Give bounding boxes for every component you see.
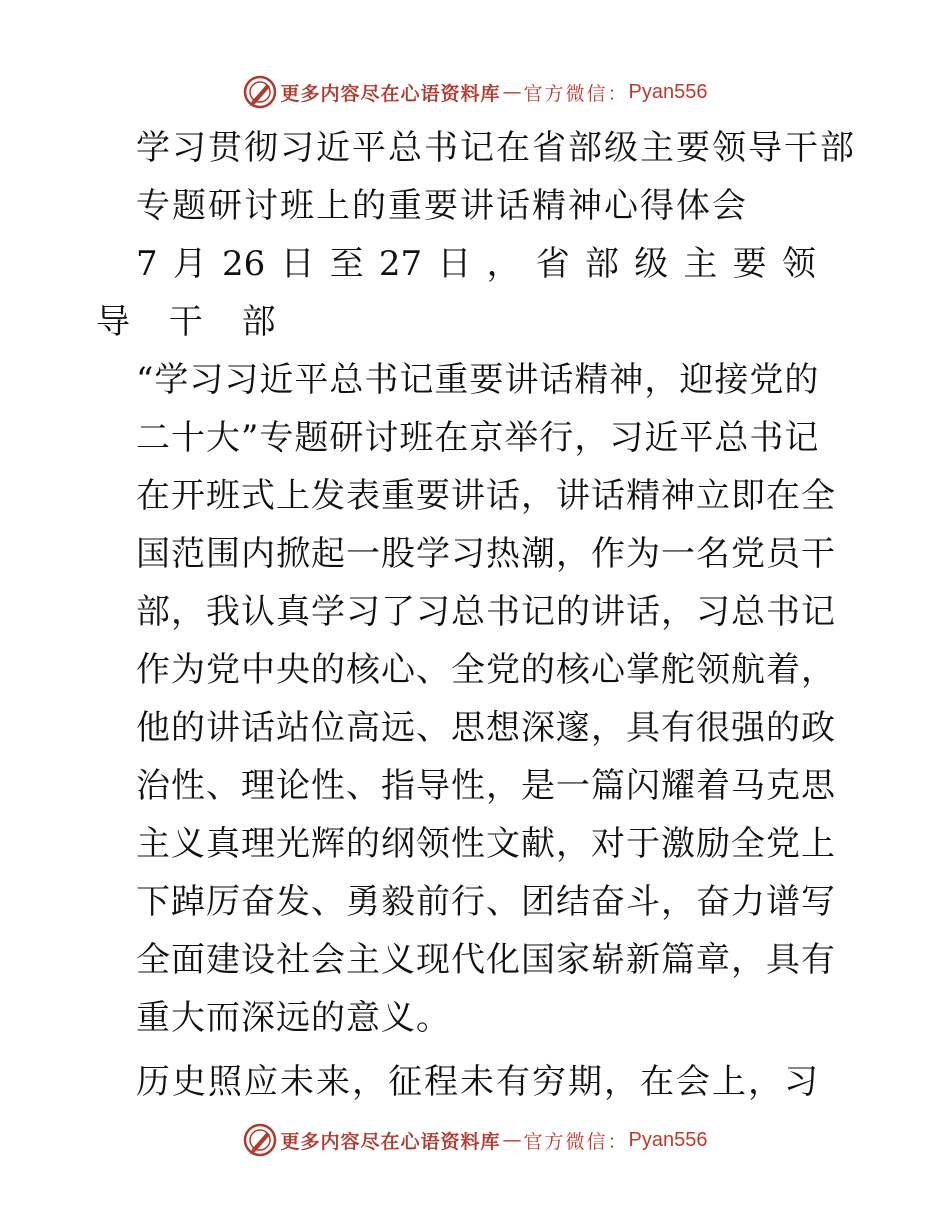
pen-logo-icon bbox=[243, 1123, 277, 1157]
header-watermark bbox=[0, 72, 950, 112]
date-char: 日 bbox=[280, 244, 315, 284]
watermark-brand: 更多内容尽在心语资料库 bbox=[280, 82, 501, 105]
paragraph-line: 在开班式上发表重要讲话，讲话精神立即在全 bbox=[136, 476, 836, 516]
watermark-brand: 更多内容尽在心语资料库 bbox=[280, 1130, 501, 1153]
watermark-official-label: 官方微信： bbox=[523, 1130, 629, 1153]
date-char: 省 bbox=[535, 244, 570, 284]
paragraph-line: 主义真理光辉的纲领性文献，对于激励全党上 bbox=[136, 824, 836, 864]
paragraph-line: 国范围内掀起一股学习热潮，作为一名党员干 bbox=[136, 534, 836, 574]
watermark-dash: — bbox=[502, 81, 522, 103]
watermark-dash: — bbox=[502, 1129, 522, 1151]
date-char: 主 bbox=[683, 244, 718, 284]
paragraph-line: 重大而深远的意义。 bbox=[136, 998, 451, 1038]
document-title-line-2: 专题研讨班上的重要讲话精神心得体会 bbox=[136, 186, 748, 226]
date-char: 级 bbox=[634, 244, 669, 284]
date-char: 7 bbox=[136, 244, 158, 284]
date-char: ， bbox=[486, 244, 521, 284]
paragraph-line: 全面建设社会主义现代化国家崭新篇章，具有 bbox=[136, 940, 836, 980]
date-char: 26 bbox=[222, 244, 266, 284]
watermark-wechat-id: Pyan556 bbox=[628, 1128, 708, 1151]
paragraph-line: 治性、理论性、指导性，是一篇闪耀着马克思 bbox=[136, 766, 836, 806]
next-paragraph-line: 历史照应未来，征程未有穷期，在会上，习 bbox=[136, 1062, 820, 1102]
date-char: 要 bbox=[732, 244, 767, 284]
watermark-official-label: 官方微信： bbox=[523, 82, 629, 105]
body-paragraph bbox=[136, 351, 836, 1047]
date-char: 部 bbox=[585, 244, 619, 284]
footer-watermark bbox=[0, 1120, 950, 1160]
paragraph-line: 二十大”专题研讨班在京举行，习近平总书记 bbox=[136, 418, 820, 458]
watermark-wechat-id: Pyan556 bbox=[628, 80, 708, 103]
document-title-line-1: 学习贯彻习近平总书记在省部级主要领导干部 bbox=[136, 128, 856, 168]
date-char: 领 bbox=[781, 244, 816, 284]
paragraph-line: 作为党中央的核心、全党的核心掌舵领航着， bbox=[136, 650, 836, 690]
lead-line: 导 干 部 bbox=[96, 302, 290, 342]
pen-logo-icon bbox=[243, 75, 277, 109]
paragraph-line: 部，我认真学习了习总书记的讲话，习总书记 bbox=[136, 592, 836, 632]
date-char: 27 bbox=[378, 244, 423, 284]
paragraph-line: 下踔厉奋发、勇毅前行、团结奋斗，奋力谱写 bbox=[136, 882, 836, 922]
date-char: 月 bbox=[172, 244, 207, 284]
paragraph-line: 他的讲话站位高远、思想深邃，具有很强的政 bbox=[136, 708, 836, 748]
date-char: 至 bbox=[329, 244, 364, 284]
paragraph-line: “学习习近平总书记重要讲话精神，迎接党的 bbox=[136, 360, 820, 400]
date-char: 日 bbox=[437, 244, 472, 284]
date-line bbox=[136, 235, 816, 293]
